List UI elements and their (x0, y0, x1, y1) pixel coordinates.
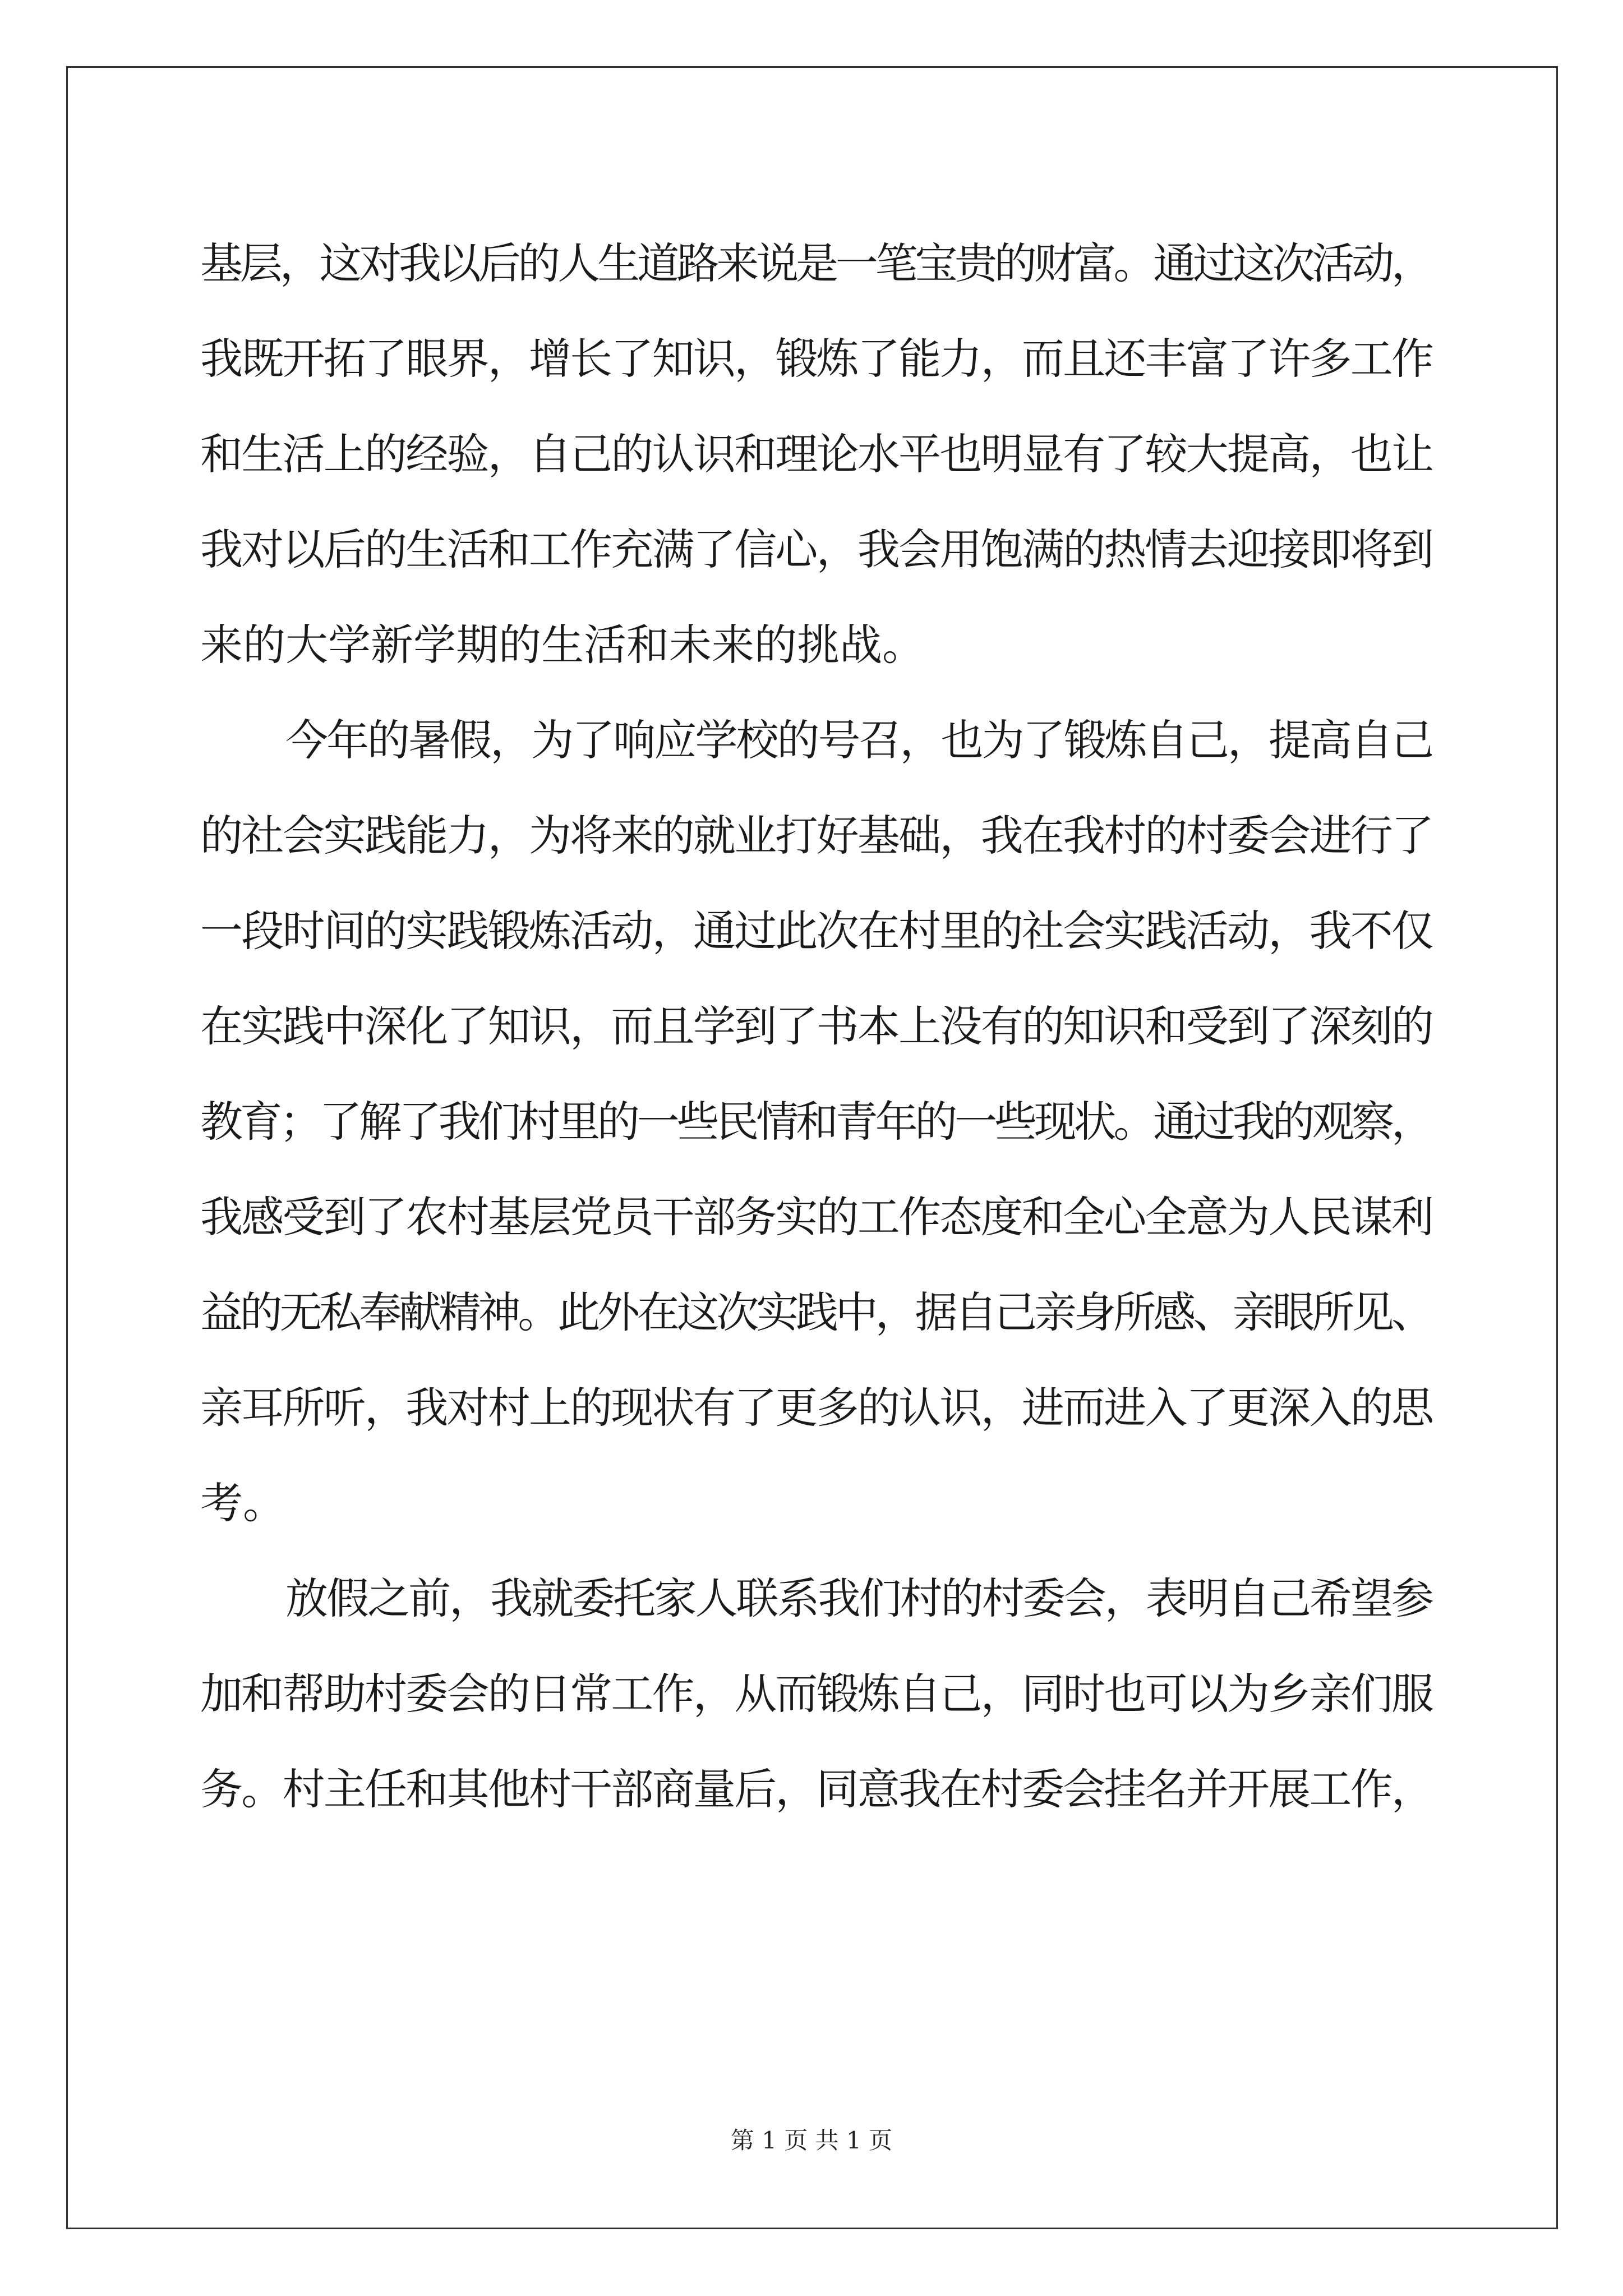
text-line: 加和帮助村委会的日常工作，从而锻炼自己，同时也可以为乡亲们服 (200, 1669, 1433, 1719)
text-line: 我对以后的生活和工作充满了信心，我会用饱满的热情去迎接即将到 (200, 524, 1433, 574)
text-line: 来的大学新学期的生活和未来的挑战。 (200, 620, 925, 670)
text-line: 亲耳所听，我对村上的现状有了更多的认识，进而进入了更深入的思 (200, 1383, 1433, 1433)
text-line: 基层，这对我以后的人生道路来说是一笔宝贵的财富。通过这次活动， (200, 238, 1431, 288)
text-line: 今年的暑假，为了响应学校的号召，也为了锻炼自己，提高自己 (285, 715, 1433, 765)
text-line: 的社会实践能力，为将来的就业打好基础，我在我村的村委会进行了 (200, 811, 1433, 861)
text-line: 我感受到了农村基层党员干部务实的工作态度和全心全意为人民谋利 (200, 1192, 1433, 1242)
text-line: 教育；了解了我们村里的一些民情和青年的一些现状。通过我的观察， (200, 1097, 1431, 1147)
text-line: 务。村主任和其他村干部商量后，同意我在村委会挂名并开展工作， (200, 1764, 1433, 1814)
text-line: 放假之前，我就委托家人联系我们村的村委会，表明自己希望参 (285, 1573, 1433, 1623)
text-line: 一段时间的实践锻炼活动，通过此次在村里的社会实践活动，我不仅 (200, 906, 1433, 956)
text-line: 考。 (200, 1478, 285, 1528)
text-line: 和生活上的经验，自己的认识和理论水平也明显有了较大提高，也让 (200, 429, 1433, 479)
page-footer: 第 1 页 共 1 页 (730, 2127, 893, 2154)
document-body (200, 216, 1434, 1837)
text-line: 益的无私奉献精神。此外在这次实践中，据自己亲身所感、亲眼所见、 (200, 1287, 1431, 1337)
text-line: 在实践中深化了知识，而且学到了书本上没有的知识和受到了深刻的 (200, 1001, 1433, 1051)
text-line: 我既开拓了眼界，增长了知识，锻炼了能力，而且还丰富了许多工作 (200, 334, 1433, 384)
